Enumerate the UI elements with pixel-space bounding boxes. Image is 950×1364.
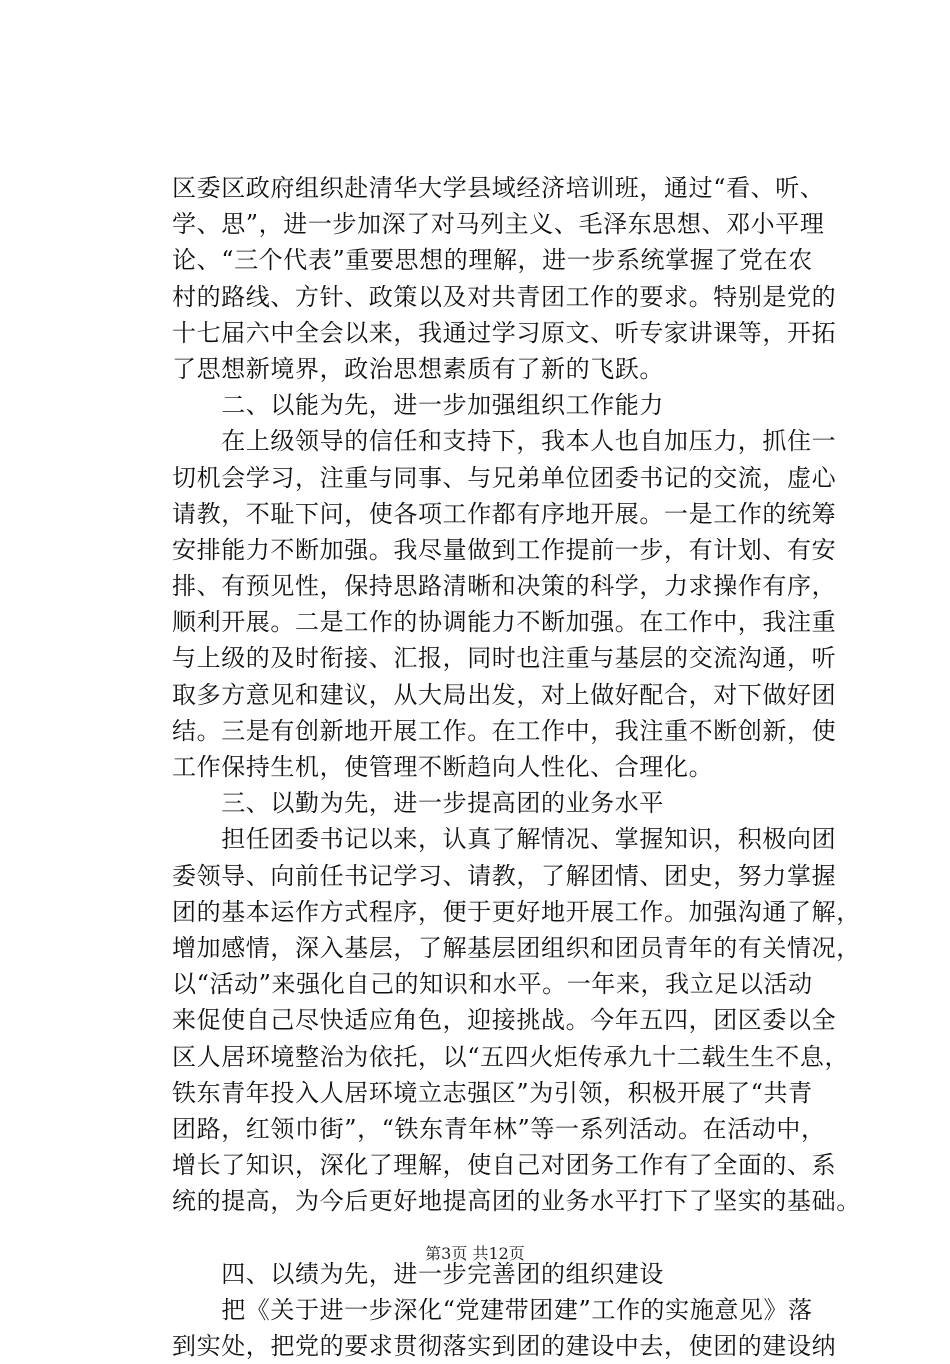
text-line: 铁东青年投入人居环境立志强区”为引领，积极开展了“共青 — [172, 1078, 813, 1107]
text-line: 请教，不耻下问，使各项工作都有序地开展。一是工作的统筹 — [172, 499, 837, 528]
text-line: 论、“三个代表”重要思想的理解，进一步系统掌握了党在农 — [172, 246, 813, 275]
text-line: 结。三是有创新地开展工作。在工作中，我注重不断创新，使 — [172, 716, 837, 745]
text-line: 顺利开展。二是工作的协调能力不断加强。在工作中，我注重 — [172, 608, 837, 637]
text-line: 了思想新境界，政治思想素质有了新的飞跃。 — [172, 354, 664, 383]
text-line: 把《关于进一步深化“党建带团建”工作的实施意见》落 — [172, 1295, 813, 1324]
text-line: 安排能力不断加强。我尽量做到工作提前一步，有计划、有安 — [172, 535, 837, 564]
text-line: 排、有预见性，保持思路清晰和决策的科学，力求操作有序， — [172, 572, 837, 601]
text-line: 增长了知识，深化了理解，使自己对团务工作有了全面的、系 — [172, 1151, 837, 1180]
text-line: 四、以绩为先，进一步完善团的组织建设 — [172, 1259, 664, 1288]
document-body — [172, 170, 861, 1364]
text-line: 增加感情，深入基层，了解基层团组织和团员青年的有关情况， — [172, 933, 861, 962]
text-line: 到实处，把党的要求贯彻落实到团的建设中去，使团的建设纳 — [172, 1332, 837, 1360]
text-line: 区委区政府组织赴清华大学县域经济培训班，通过“看、听、 — [172, 174, 825, 202]
text-line: 来促使自己尽快适应角色，迎接挑战。今年五四，团区委以全 — [172, 1006, 837, 1035]
text-line: 取多方意见和建议，从大局出发，对上做好配合，对下做好团 — [172, 680, 837, 709]
text-line: 担任团委书记以来，认真了解情况、掌握知识，积极向团 — [172, 825, 837, 854]
text-line: 切机会学习，注重与同事、与兄弟单位团委书记的交流，虚心 — [172, 463, 837, 492]
text-line: 团路，红领巾街”，“铁东青年林”等一系列活动。在活动中， — [172, 1114, 826, 1143]
text-line: 学、思”，进一步加深了对马列主义、毛泽东思想、邓小平理 — [172, 210, 825, 239]
text-line: 团的基本运作方式程序，便于更好地开展工作。加强沟通了解， — [172, 897, 861, 926]
text-line: 区人居环境整治为依托，以“五四火炬传承九十二载生生不息， — [172, 1042, 850, 1071]
text-line: 以“活动”来强化自己的知识和水平。一年来，我立足以活动 — [172, 970, 813, 999]
text-line: 工作保持生机，使管理不断趋向人性化、合理化。 — [172, 753, 714, 781]
text-line: 与上级的及时衔接、汇报，同时也注重与基层的交流沟通，听 — [172, 644, 837, 673]
text-line: 二、以能为先，进一步加强组织工作能力 — [172, 391, 664, 420]
text-line: 十七届六中全会以来，我通过学习原文、听专家讲课等，开拓 — [172, 318, 837, 347]
text-line: 委领导、向前任书记学习、请教，了解团情、团史，努力掌握 — [172, 861, 837, 890]
text-line: 三、以勤为先，进一步提高团的业务水平 — [172, 789, 664, 818]
text-line: 统的提高，为今后更好地提高团的业务水平打下了坚实的基础。 — [172, 1187, 861, 1216]
text-line: 在上级领导的信任和支持下，我本人也自加压力，抓住一 — [172, 427, 837, 456]
text-line: 村的路线、方针、政策以及对共青团工作的要求。特别是党的 — [172, 282, 837, 311]
page-footer: 第3页 共12页 — [425, 1244, 525, 1263]
